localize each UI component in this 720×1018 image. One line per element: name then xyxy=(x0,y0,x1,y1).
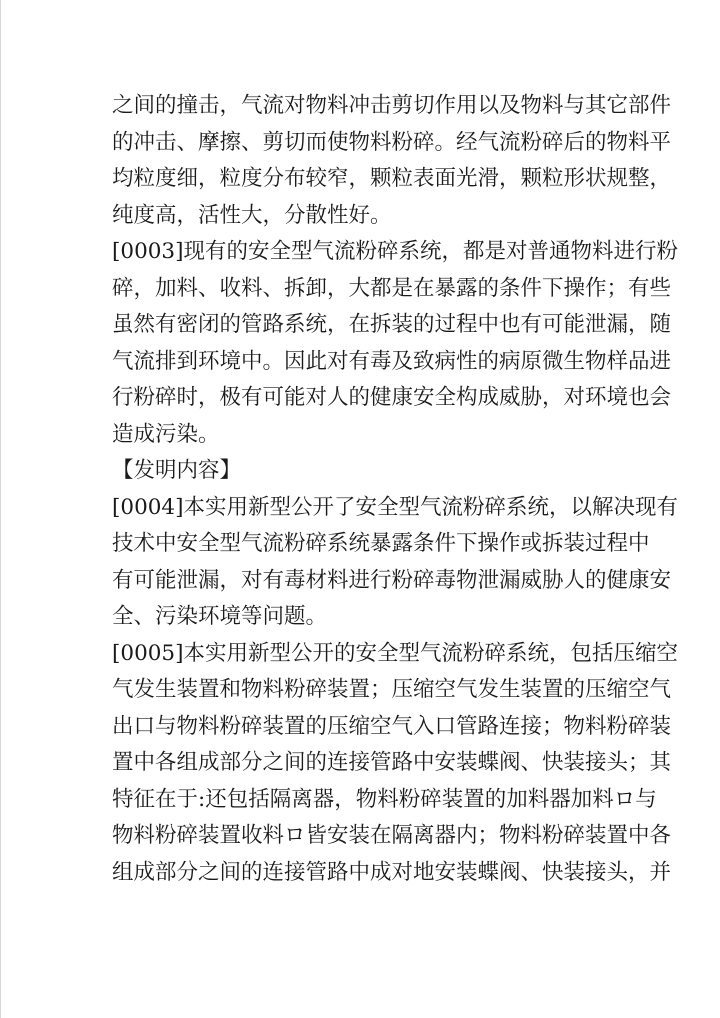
text-line: 的冲击、摩擦、剪切而使物料粉碎。经气流粉碎后的物料平 xyxy=(112,129,672,155)
text-line: 气流排到环境中。因此对有毒及致病性的病原微生物样品进 xyxy=(112,348,672,374)
text-line: 技术中安全型气流粉碎系统暴露条件下操作或拆装过程中 xyxy=(112,531,650,556)
text-line: 气发生装置和物料粉碎装置；压缩空气发生装置的压缩空气 xyxy=(112,677,672,702)
text-line: 行粉碎时，极有可能对人的健康安全构成威胁，对环境也会 xyxy=(112,385,672,410)
text-line: 虽然有密闭的管路系统，在拆装的过程中也有可能泄漏，随 xyxy=(112,312,672,337)
text-line: 纯度高，活性大，分散性好。 xyxy=(112,202,392,228)
text-line: 特征在于:还包括隔离器，物料粉碎装置的加料器加料ロ与 xyxy=(112,786,657,812)
paragraph-0003-start: [0003]现有的安全型气流粉碎系统，都是对普通物料进行粉 xyxy=(112,239,678,264)
document-body xyxy=(112,88,678,891)
text-line: 物料粉碎装置收料ロ皆安装在隔离器内；物料粉碎装置中各 xyxy=(112,823,672,848)
text-line: 造成污染。 xyxy=(112,421,220,447)
paragraph-0004-start: [0004]本实用新型公开了安全型气流粉碎系统，以解决现有 xyxy=(112,494,678,520)
text-line: 置中各组成部分之间的连接管路中安装蝶阀、快装接头；其 xyxy=(112,750,672,775)
text-line: 有可能泄漏，对有毒材料进行粉碎毒物泄漏威胁人的健康安 xyxy=(112,567,672,593)
paragraph-0005-start: [0005]本实用新型公开的安全型气流粉碎系统，包括压缩空 xyxy=(112,640,678,666)
text-line: 碎，加料、收料、拆卸，大都是在暴露的条件下操作；有些 xyxy=(112,275,672,301)
text-line: 均粒度细，粒度分布较窄，颗粒表面光滑，颗粒形状规整， xyxy=(112,166,672,191)
section-heading: 【发明内容】 xyxy=(112,458,242,483)
text-line: 全、污染环境等问题。 xyxy=(112,604,328,629)
text-line: 组成部分之间的连接管路中成对地安装蝶阀、快装接头，并 xyxy=(112,859,672,885)
text-line: 之间的撞击，气流对物料冲击剪切作用以及物料与其它部件 xyxy=(112,93,672,118)
text-line: 出口与物料粉碎装置的压缩空气入口管路连接；物料粉碎装 xyxy=(112,713,672,739)
